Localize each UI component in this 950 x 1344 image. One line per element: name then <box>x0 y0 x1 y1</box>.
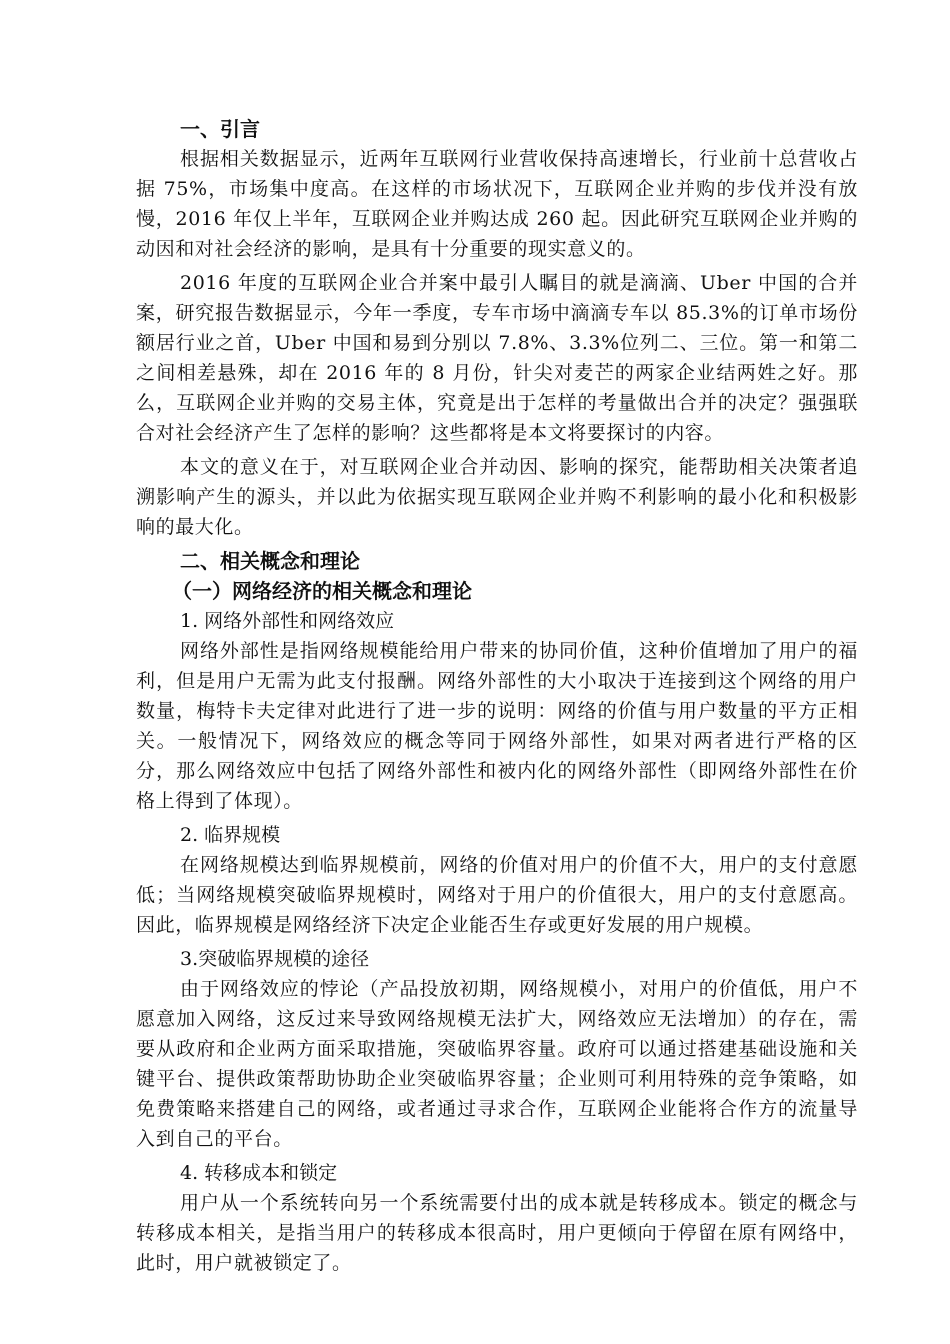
subsection-heading-network-economy: （一）网络经济的相关概念和理论 <box>172 579 472 603</box>
paragraph-critical-mass: 在网络规模达到临界规模前，网络的价值对用户的价值不大，用户的支付意愿低；当网络规模突破临界规模时，网络对于用户的价值很大，用户的支付意愿高。因此，临界规模是网络经济下决定企业能否生存或更好发展的用户规模。 <box>136 854 858 936</box>
paragraph-breaking-critical-mass: 由于网络效应的悖论（产品投放初期，网络规模小，对用户的价值低，用户不愿意加入网络，这反过来导致网络规模无法扩大，网络效应无法增加）的存在，需要从政府和企业两方面采取措施，突破临界容量。政府可以通过搭建基础设施和关键平台、提供政策帮助协助企业突破临界容量；企业则可利用特殊的竞争策略，如免费策略来搭建自己的网络，或者通过寻求合作，互联网企业能将合作方的流量导入到自己的平台。 <box>136 978 858 1150</box>
paragraph-intro-1: 根据相关数据显示，近两年互联网行业营收保持高速增长，行业前十总营收占据 75%，市场集中度高。在这样的市场状况下，互联网企业并购的步伐并没有放慢，2016 年仅上半年，互联网企业并购达成 260 起。因此研究互联网企业并购的动因和对社会经济的影响，是具有十分重要的现实意义的。 <box>136 148 858 260</box>
item-heading-breaking-critical-mass: 3.突破临界规模的途径 <box>180 948 370 970</box>
item-heading-network-externality: 1. 网络外部性和网络效应 <box>180 610 395 632</box>
item-heading-critical-mass: 2. 临界规模 <box>180 824 281 846</box>
item-heading-switching-cost: 4. 转移成本和锁定 <box>180 1162 338 1184</box>
section-heading-introduction: 一、引言 <box>180 117 260 141</box>
section-heading-concepts: 二、相关概念和理论 <box>180 549 360 573</box>
paragraph-intro-2: 2016 年度的互联网企业合并案中最引人瞩目的就是滴滴、Uber 中国的合并案，研究报告数据显示，今年一季度，专车市场中滴滴专车以 85.3%的订单市场份额居行业之首，Uber 中国和易到分别以 7.8%、3.3%位列二、三位。第一和第二之间相差悬殊，却在 2016 年的 8 月份，针尖对麦芒的两家企业结两姓之好。那么，互联网企业并购的交易主体，究竟是出于怎样的考量做出合并的决定？强强联合对社会经济产生了怎样的影响？这些都将是本文将要探讨的内容。 <box>136 272 858 444</box>
paragraph-intro-3: 本文的意义在于，对互联网企业合并动因、影响的探究，能帮助相关决策者追溯影响产生的源头，并以此为依据实现互联网企业并购不利影响的最小化和积极影响的最大化。 <box>136 456 858 538</box>
paragraph-network-externality: 网络外部性是指网络规模能给用户带来的协同价值，这种价值增加了用户的福利，但是用户无需为此支付报酬。网络外部性的大小取决于连接到这个网络的用户数量，梅特卡夫定律对此进行了进一步的说明：网络的价值与用户数量的平方正相关。一般情况下，网络效应的概念等同于网络外部性，如果对两者进行严格的区分，那么网络效应中包括了网络外部性和被内化的网络外部性（即网络外部性在价格上得到了体现）。 <box>136 640 858 812</box>
paragraph-switching-cost: 用户从一个系统转向另一个系统需要付出的成本就是转移成本。锁定的概念与转移成本相关，是指当用户的转移成本很高时，用户更倾向于停留在原有网络中，此时，用户就被锁定了。 <box>136 1192 858 1274</box>
